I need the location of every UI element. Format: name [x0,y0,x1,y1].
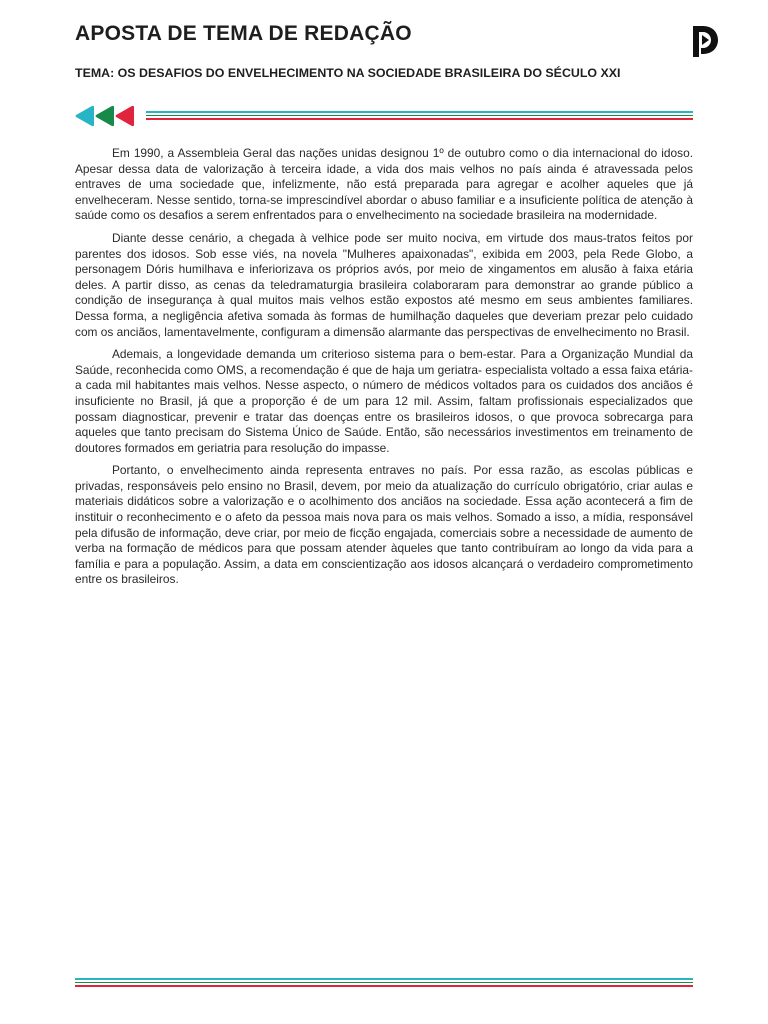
essay-paragraph: Portanto, o envelhecimento ainda representa entraves no país. Por essa razão, as escolas públicas e privadas, responsáveis pelo ensino no Brasil, devem, por meio da atualização do currículo obrigatório, criar aulas e materiais didáticos sobre a valorização e o acolhimento dos anciãos na sociedade. Essa ação acontecerá a fim de instituir o reconhecimento e o afeto da pessoa mais nova para os mais velhos. Somado a isso, a mídia, responsável pela difusão de informação, deve criar, por meio de ficção engajada, comerciais sobre a necessidade de aumento de verba na formação de médicos para que possam atender àqueles que tanto contribuíram ao longo da vida para a família e para a população. Assim, a data em conscientização aos idosos alcançará o verdadeiro comprometimento entre os brasileiros. [75,463,693,587]
cyan-arrow-icon [76,106,95,126]
page-title: APOSTA DE TEMA DE REDAÇÃO [75,22,412,45]
footer-divider [75,978,693,990]
essay-paragraph: Ademais, a longevidade demanda um criterioso sistema para o bem-estar. Para a Organização Mundial da Saúde, reconhecida como OMS, a recomendação é que de haja um geriatra- especialista voltado a essa faixa etária- a cada mil habitantes mais velhos. Nesse aspecto, o número de médicos voltados para os cuidados dos anciãos é insuficiente no Brasil, já que a proporção é de um para 12 mil. Assim, faltam profissionais especializados que possam diagnosticar, prevenir e tratar das doenças entre os brasileiros idosos, o que provoca sobrecarga para aqueles que tanto precisam do Sistema Único de Saúde. Então, são necessários investimentos em treinamento de doutores formados em geriatria para resolução do impasse. [75,347,693,455]
header-divider [146,111,693,123]
play-brand-logo-icon [690,24,720,58]
essay-paragraph: Diante desse cenário, a chegada à velhice pode ser muito nociva, em virtude dos maus-tratos feitos por parentes dos idosos. Sob esse viés, na novela "Mulheres apaixonadas", exibida em 2003, pela Rede Globo, a personagem Dóris humilhava e inferiorizava os próprios avós, por meio de xingamentos em alusão à faixa etária deles. A partir disso, as cenas da teledramaturgia brasileira colaboraram para demonstrar ao grande público a condição de insegurança à qual muitos mais velhos estão expostos até mesmo em seus ambientes familiares. Dessa forma, a negligência afetiva somada às formas de humilhação daqueles que deveriam prezar pelo cuidado com os anciãos, lamentavelmente, configuram a dimensão alarmante das perspectivas de envelhecimento no Brasil. [75,230,693,339]
essay-paragraph: Em 1990, a Assembleia Geral das nações unidas designou 1º de outubro como o dia internacional do idoso. Apesar dessa data de valorização à terceira idade, a vida dos mais velhos no país ainda é atravessada pelos entraves de uma sociedade que, infelizmente, não está preparada para agregar e acolher aqueles que já envelheceram. Nesse sentido, torna-se imprescindível abordar o abuso familiar e a insuficiente política de atenção à saúde como os desafios a serem enfrentados para o envelhecimento na sociedade brasileira na modernidade. [75,146,693,223]
essay-theme: TEMA: OS DESAFIOS DO ENVELHECIMENTO NA SOCIEDADE BRASILEIRA DO SÉCULO XXI [75,66,621,80]
green-arrow-icon [96,106,115,126]
essay-body [75,146,693,595]
red-arrow-icon [116,106,135,126]
triangle-arrows-icon [74,105,136,127]
